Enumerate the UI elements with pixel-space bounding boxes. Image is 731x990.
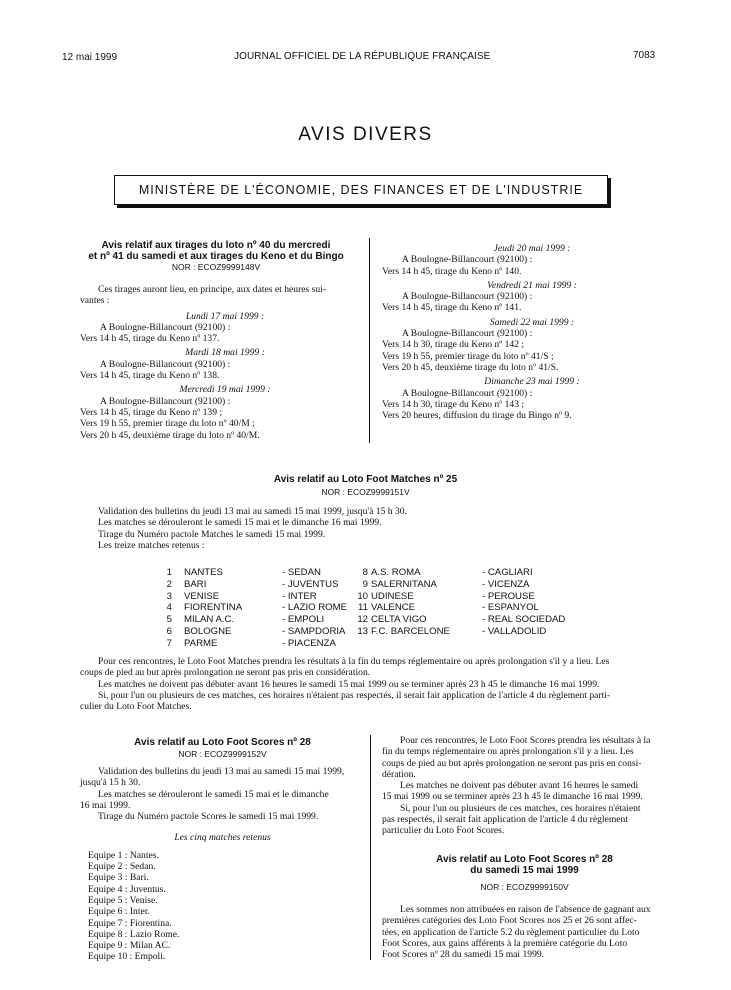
intro-line: Validation des bulletins du jeudi 13 mai au samedi 15 mai 1999, jusqu'à 15 h 30. xyxy=(98,506,407,517)
match-home-team: BOLOGNE xyxy=(184,626,232,637)
schedule-day: Mercredi 19 mai 1999 : xyxy=(179,384,271,396)
schedule-place: A Boulogne-Billancourt (92100) : xyxy=(100,395,231,407)
nor-reference: NOR : ECOZ9999151V xyxy=(321,487,410,497)
team-item: Equipe 8 : Lazio Rome. xyxy=(88,928,180,940)
nor-reference: NOR : ECOZ9999150V xyxy=(480,882,569,892)
match-away-team: - PIACENZA xyxy=(282,637,336,649)
notice-loto-foot-scores-28 xyxy=(80,737,365,760)
text-line: Les matches ne doivent pas débuter avant 16 heures le samedi xyxy=(400,780,639,792)
match-home-team: FIORENTINA xyxy=(184,602,243,614)
schedule-line: Vers 14 h 45, tirage du Keno nº 138. xyxy=(80,370,220,382)
match-number: 4 xyxy=(166,602,172,614)
text-line: jusqu'à 15 h 30. xyxy=(80,777,141,789)
match-number: 9 xyxy=(362,578,368,590)
column-divider xyxy=(369,238,370,443)
text-line: Les sommes non attribuées en raison de l'absence de gagnant aux xyxy=(400,904,651,915)
match-away-team: - JUVENTUS xyxy=(282,578,339,590)
nor-reference: NOR : ECOZ9999148V xyxy=(171,262,261,272)
outro-line: Pour ces rencontres, le Loto Foot Matches prendra les résultats à la fin du temps réglementaire ou après prolongation s'il y a lieu. Les xyxy=(98,656,610,667)
text-line: Foot Scores, aux gains afférents à la première catégorie du Loto xyxy=(382,937,628,949)
schedule-place: A Boulogne-Billancourt (92100) : xyxy=(402,328,533,340)
schedule-line: Vers 14 h 45, tirage du Keno nº 141. xyxy=(382,302,522,314)
schedule-day: Lundi 17 mai 1999 : xyxy=(185,310,265,322)
schedule-day: Dimanche 23 mai 1999 : xyxy=(484,376,580,388)
match-home-team: BARI xyxy=(184,578,207,590)
notice3-right-text xyxy=(382,735,667,837)
notice-title-line-2: et nº 41 du samedi et aux tirages du Keno et du Bingo xyxy=(88,251,344,262)
schedule-day: Jeudi 20 mai 1999 : xyxy=(493,243,571,254)
schedule-line: Vers 14 h 45, tirage du Keno nº 137. xyxy=(80,333,220,345)
notice-title: Avis relatif au Loto Foot Matches nº 25 xyxy=(273,474,458,485)
team-item: Equipe 6 : Inter. xyxy=(88,906,150,918)
match-away-team: - LAZIO ROME xyxy=(282,602,348,614)
notice2-intro xyxy=(80,506,680,551)
schedule-block xyxy=(80,384,370,440)
text-line: Les matches se dérouleront le samedi 15 mai et le dimanche xyxy=(98,788,329,800)
match-home-team: VALENCE xyxy=(371,602,416,614)
team-item: Equipe 1 : Nantes. xyxy=(88,849,159,861)
schedule-place: A Boulogne-Billancourt (92100) : xyxy=(100,358,231,370)
schedule-line: Vers 20 h 45, deuxième tirage du loto nº 40/M. xyxy=(80,429,260,441)
text-line: Pour ces rencontres, le Loto Foot Scores prendra les résultats à la xyxy=(400,735,651,746)
match-number: 2 xyxy=(166,578,172,590)
schedule-line: Vers 19 h 55, premier tirage du loto nº 41/S ; xyxy=(382,350,554,362)
text-line: Foot Scores nº 28 du samedi 15 mai 1999. xyxy=(382,949,545,961)
match-home-team: CELTA VIGO xyxy=(371,614,427,626)
header-page-number: 7083 xyxy=(633,50,656,61)
intro-line: Les matches se dérouleront le samedi 15 mai et le dimanche 16 mai 1999. xyxy=(98,517,382,529)
match-number: 5 xyxy=(166,614,172,626)
list-title: Les cinq matches retenus xyxy=(174,832,271,844)
team-item: Equipe 7 : Fiorentina. xyxy=(88,917,172,929)
schedule-place: A Boulogne-Billancourt (92100) : xyxy=(100,321,231,333)
notice3-left-text xyxy=(80,766,365,963)
outro-line: Les matches ne doivent pas débuter avant 16 heures le samedi 15 mai 1999 ou se terminer après 23 h 45 le dimanche 16 mai 1999. xyxy=(98,678,600,690)
ministry-banner xyxy=(114,175,608,205)
notice-loto-foot-scores-28-samedi xyxy=(382,854,667,893)
schedule-block xyxy=(80,347,370,381)
schedule-block xyxy=(382,280,682,314)
notice-title-line-2: du samedi 15 mai 1999 xyxy=(470,865,579,876)
match-home-team: SALERNITANA xyxy=(371,578,437,590)
match-home-team: PARME xyxy=(184,637,218,649)
match-home-team: VENISE xyxy=(184,590,220,602)
schedule-block xyxy=(80,311,370,345)
team-item: Equipe 4 : Juventus. xyxy=(88,883,166,895)
notice1-left-column xyxy=(80,284,370,441)
outro-line: Si, pour l'un ou plusieurs de ces matches, ces horaires n'étaient pas respectés, il serait fait application de l'article 4 du règlement parti- xyxy=(98,689,611,701)
match-away-team: - SEDAN xyxy=(282,567,321,578)
team-item: Equipe 2 : Sedan. xyxy=(88,861,156,873)
match-away-team: - VICENZA xyxy=(482,578,530,590)
match-number: 6 xyxy=(166,626,172,637)
schedule-day: Vendredi 21 mai 1999 : xyxy=(487,279,577,291)
match-home-team: A.S. ROMA xyxy=(371,567,421,578)
team-item: Equipe 3 : Bari. xyxy=(88,872,149,884)
schedule-line: Vers 20 h 45, deuxième tirage du loto nº 41/S. xyxy=(382,361,559,373)
text-line: Si, pour l'un ou plusieurs de ces matches, ces horaires n'étaient xyxy=(400,802,641,814)
match-number: 8 xyxy=(362,567,368,578)
outro-line: coups de pied au but après prolongation ne seront pas pris en considération. xyxy=(80,667,371,679)
schedule-line: Vers 14 h 45, tirage du Keno nº 140. xyxy=(382,265,522,277)
text-line: particulier du Loto Foot Scores. xyxy=(382,825,505,837)
notice1-right-column xyxy=(382,239,682,421)
match-away-team: - PEROUSE xyxy=(482,590,535,602)
match-away-team: - VALLADOLID xyxy=(482,626,547,637)
header-journal-title: JOURNAL OFFICIEL DE LA RÉPUBLIQUE FRANÇAISE xyxy=(234,51,491,62)
schedule-block xyxy=(382,376,682,421)
team-item: Equipe 10 : Empoli. xyxy=(88,951,166,963)
match-number: 10 xyxy=(357,590,368,602)
match-number: 1 xyxy=(166,567,172,578)
match-home-team: F.C. BARCELONE xyxy=(371,626,450,637)
text-line: premières catégories des Loto Foot Scores nos 25 et 26 sont affec- xyxy=(382,915,637,927)
schedule-line: Vers 14 h 30, tirage du Keno nº 142 ; xyxy=(382,339,525,351)
match-number: 3 xyxy=(166,590,172,602)
notice-loto-40-41 xyxy=(66,240,366,273)
schedule-block xyxy=(382,243,682,277)
intro-line: Les treize matches retenus : xyxy=(98,539,205,551)
text-line: Tirage du Numéro pactole Scores le samedi 15 mai 1999. xyxy=(98,811,319,823)
schedule-day: Samedi 22 mai 1999 : xyxy=(489,316,575,328)
match-number: 7 xyxy=(166,637,172,649)
schedule-place: A Boulogne-Billancourt (92100) : xyxy=(402,254,533,266)
match-home-team: UDINESE xyxy=(371,590,414,602)
team-item: Equipe 9 : Milan AC. xyxy=(88,940,171,952)
intro-line: Tirage du Numéro pactole Matches le samedi 15 mai 1999. xyxy=(98,528,326,540)
team-item: Equipe 5 : Venise. xyxy=(88,894,158,906)
teams-list xyxy=(80,850,365,963)
notice-title: Avis relatif au Loto Foot Scores nº 28 xyxy=(134,737,311,748)
schedule-line: Vers 14 h 30, tirage du Keno nº 143 ; xyxy=(382,398,525,410)
text-line: pas respectés, il serait fait application de l'article 4 du règlement xyxy=(382,814,629,826)
notice-loto-foot-matches-25 xyxy=(0,474,731,498)
match-away-team: - REAL SOCIEDAD xyxy=(482,614,566,626)
notice-title-line-1: Avis relatif au Loto Foot Scores nº 28 xyxy=(436,854,613,865)
schedule-block xyxy=(382,317,682,373)
schedule-line: Vers 14 h 45, tirage du Keno nº 139 ; xyxy=(80,406,223,418)
match-away-team: - ESPANYOL xyxy=(482,602,539,614)
match-number: 13 xyxy=(357,626,368,637)
match-away-team: - INTER xyxy=(282,590,317,602)
match-away-team: - CAGLIARI xyxy=(482,567,533,578)
schedule-place: A Boulogne-Billancourt (92100) : xyxy=(402,291,533,303)
notice2-outro xyxy=(80,656,665,712)
page-title: AVIS DIVERS xyxy=(298,124,433,145)
schedule-day: Mardi 18 mai 1999 : xyxy=(185,347,265,359)
text-line: tées, en application de l'article 5.2 du règlement particulier du Loto xyxy=(382,926,640,938)
header-date: 12 mai 1999 xyxy=(62,52,118,63)
match-home-team: NANTES xyxy=(184,567,223,578)
notice-title-line-1: Avis relatif aux tirages du loto nº 40 du mercredi xyxy=(101,240,331,251)
schedule-place: A Boulogne-Billancourt (92100) : xyxy=(402,387,533,399)
nor-reference: NOR : ECOZ9999152V xyxy=(178,749,267,759)
schedule-line: Vers 19 h 55, premier tirage du loto nº 40/M ; xyxy=(80,418,255,430)
match-home-team: MILAN A.C. xyxy=(184,614,235,626)
text-line: 15 mai 1999 ou se terminer après 23 h 45 le dimanche 16 mai 1999. xyxy=(382,791,643,803)
match-away-team: - SAMPDORIA xyxy=(282,626,346,637)
match-number: 12 xyxy=(357,614,368,626)
ministry-name: MINISTÈRE DE L'ÉCONOMIE, DES FINANCES ET DE L'INDUSTRIE xyxy=(138,183,584,197)
schedule-line: Vers 20 heures, diffusion du tirage du Bingo nº 9. xyxy=(382,410,572,422)
match-number: 11 xyxy=(358,602,368,614)
intro-line: Ces tirages auront lieu, en principe, aux dates et heures sui- xyxy=(98,284,327,295)
column-divider xyxy=(370,735,371,960)
outro-line: culier du Loto Foot Matches. xyxy=(80,701,192,713)
text-line: fin du temps réglementaire ou après prolongation s'il y a lieu. Les xyxy=(382,746,634,758)
text-line: coups de pied au but après prolongation ne seront pas pris en consi- xyxy=(382,757,642,769)
match-away-team: - EMPOLI xyxy=(282,614,325,626)
text-line: Validation des bulletins du jeudi 13 mai au samedi 15 mai 1999, xyxy=(98,766,345,777)
notice4-text xyxy=(382,904,667,960)
text-line: dération. xyxy=(382,768,416,780)
intro-line: vantes : xyxy=(80,295,110,307)
text-line: 16 mai 1999. xyxy=(80,799,131,811)
